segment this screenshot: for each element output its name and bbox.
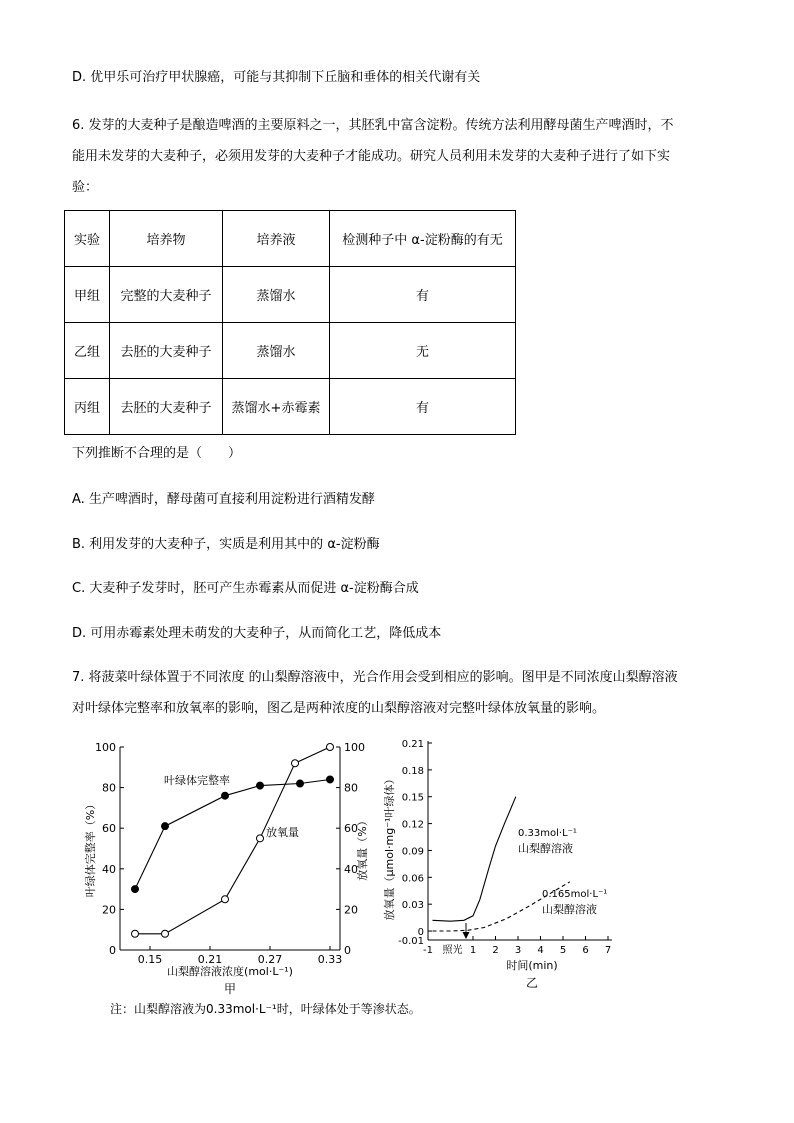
- chart-jia-series-label-integrity: 叶绿体完整率: [164, 774, 230, 787]
- table-cell: 蒸馏水+赤霉素: [223, 379, 330, 435]
- data-point: [257, 835, 264, 842]
- q7-stem-line-2: 对叶绿体完整率和放氧率的影响，图乙是两种浓度的山梨醇溶液对完整叶绿体放氧量的影响。: [72, 701, 606, 716]
- table-header-cell: 实验: [65, 211, 110, 267]
- data-point: [292, 760, 299, 767]
- table-header-cell: 培养物: [110, 211, 223, 267]
- data-point: [132, 930, 139, 937]
- y-tick-label-left: 60: [102, 822, 116, 836]
- x-tick-label: 0.33: [317, 953, 343, 966]
- chart-yi-series1-label-2: 山梨醇溶液: [518, 842, 573, 855]
- data-point: [162, 823, 169, 830]
- light-on-arrow: [463, 923, 470, 939]
- q6-prompt: 下列推断不合理的是（ ）: [72, 446, 242, 461]
- chart-jia-x-label: 山梨醇溶液浓度(mol·L⁻¹): [167, 965, 293, 978]
- table-cell: 完整的大麦种子: [110, 267, 223, 323]
- x-tick-label: 0.21: [197, 953, 223, 966]
- x-tick-label: 3: [514, 945, 522, 956]
- q6-stem-line-3: 验：: [72, 180, 99, 195]
- chart-jia-left-y-label: 叶绿体完整率（%）: [84, 798, 97, 898]
- data-point: [132, 886, 139, 893]
- chart-yi-x-label: 时间(min): [506, 959, 558, 972]
- y-tick-label: 0.21: [401, 739, 424, 750]
- q6-stem-line-1: 6. 发芽的大麦种子是酿造啤酒的主要原料之一，其胚乳中富含淀粉。传统方法利用酵母菌生产啤酒时，不: [72, 118, 674, 133]
- data-point: [257, 782, 264, 789]
- q7-stem-line-1: 7. 将菠菜叶绿体置于不同浓度 的山梨醇溶液中，光合作用会受到相应的影响。图甲是不同浓度山梨醇溶液: [72, 670, 678, 685]
- x-tick-label: 2: [492, 945, 499, 956]
- y-tick-label: 0.12: [401, 819, 424, 831]
- x-tick-label: 5: [559, 945, 567, 956]
- x-tick-label: 1: [469, 945, 477, 956]
- table-cell: 乙组: [65, 323, 110, 379]
- chart-jia-right-y-label: 放氧量（%）: [356, 815, 369, 881]
- data-point: [327, 744, 334, 751]
- q6-option-b: B. 利用发芽的大麦种子，实质是利用其中的 α-淀粉酶: [72, 537, 380, 552]
- data-point: [162, 930, 169, 937]
- chart-yi-caption: 乙: [525, 976, 539, 990]
- y-tick-label-left: 100: [95, 741, 116, 754]
- y-tick-label-right: 40: [344, 862, 358, 876]
- chart-jia-series-label-oxygen: 放氧量: [266, 826, 299, 839]
- y-tick-label: 0: [417, 927, 424, 939]
- series-line-0: [135, 780, 330, 890]
- table-row: [65, 323, 516, 379]
- y-tick-label: 0.18: [401, 765, 424, 777]
- y-tick-label-right: 80: [344, 781, 358, 795]
- y-tick-label-left: 40: [102, 862, 116, 876]
- y-tick-label-left: 0: [109, 944, 116, 957]
- q7-note: 注：山梨醇溶液为0.33mol·L⁻¹时，叶绿体处于等渗状态。: [110, 1002, 421, 1016]
- x-tick-label: 7: [604, 945, 612, 956]
- y-tick-label-right: 100: [344, 741, 365, 754]
- y-tick-label-right: 0: [344, 944, 351, 957]
- x-tick-label: 4: [537, 945, 544, 956]
- x-tick-label: -1: [423, 945, 433, 956]
- table-header-cell: 培养液: [223, 211, 330, 267]
- x-tick-label: 6: [582, 945, 589, 956]
- table-row: [65, 379, 516, 435]
- table-cell: 甲组: [65, 267, 110, 323]
- y-tick-label-left: 80: [102, 781, 116, 795]
- x-tick-label: 照光: [442, 945, 463, 956]
- table-cell: 去胚的大麦种子: [110, 323, 223, 379]
- chart-yi-y-label: 放氧量（μmol·mg⁻¹叶绿体）: [383, 773, 396, 921]
- y-tick-label: 0.15: [401, 792, 424, 804]
- series-line-0: [433, 797, 516, 922]
- data-point: [327, 776, 334, 783]
- table-cell: 无: [330, 323, 516, 379]
- table-cell: 蒸馏水: [223, 267, 330, 323]
- y-tick-label-right: 20: [344, 903, 358, 917]
- data-point: [297, 780, 304, 787]
- chart-yi: [380, 735, 620, 997]
- chart-yi-series2-label-2: 山梨醇溶液: [542, 903, 597, 916]
- table-cell: 蒸馏水: [223, 323, 330, 379]
- table-header-row: [65, 211, 516, 267]
- q6-option-d: D. 可用赤霉素处理未萌发的大麦种子，从而简化工艺，降低成本: [72, 626, 442, 641]
- x-tick-label: 0.15: [137, 953, 163, 966]
- data-point: [222, 792, 229, 799]
- table-header-cell: 检测种子中 α-淀粉酶的有无: [330, 211, 516, 267]
- table-row: [65, 267, 516, 323]
- q5-option-d: D. 优甲乐可治疗甲状腺癌，可能与其抑制下丘脑和垂体的相关代谢有关: [72, 70, 481, 85]
- data-point: [222, 896, 229, 903]
- chart-jia-caption: 甲: [223, 982, 237, 996]
- y-tick-label: 0.03: [401, 900, 424, 912]
- table-cell: 有: [330, 267, 516, 323]
- y-tick-label: 0.09: [401, 846, 424, 858]
- chart-yi-series2-label-1: 0.165mol·L⁻¹: [542, 889, 608, 900]
- x-tick-label: 0.27: [257, 953, 283, 966]
- chart-yi-series1-label-1: 0.33mol·L⁻¹: [518, 828, 577, 839]
- q6-option-a: A. 生产啤酒时，酵母菌可直接利用淀粉进行酒精发酵: [72, 492, 375, 507]
- y-tick-label: -0.01: [398, 936, 424, 947]
- chart-jia: [80, 735, 370, 1000]
- table-cell: 丙组: [65, 379, 110, 435]
- y-tick-label: 0.06: [401, 873, 424, 885]
- y-tick-label-right: 60: [344, 822, 358, 836]
- experiment-table: [64, 210, 516, 435]
- table-cell: 有: [330, 379, 516, 435]
- q6-option-c: C. 大麦种子发芽时，胚可产生赤霉素从而促进 α-淀粉酶合成: [72, 581, 419, 596]
- q6-stem-line-2: 能用未发芽的大麦种子，必须用发芽的大麦种子才能成功。研究人员利用未发芽的大麦种子进行了如下实: [72, 149, 671, 164]
- y-tick-label-left: 20: [102, 903, 116, 917]
- table-cell: 去胚的大麦种子: [110, 379, 223, 435]
